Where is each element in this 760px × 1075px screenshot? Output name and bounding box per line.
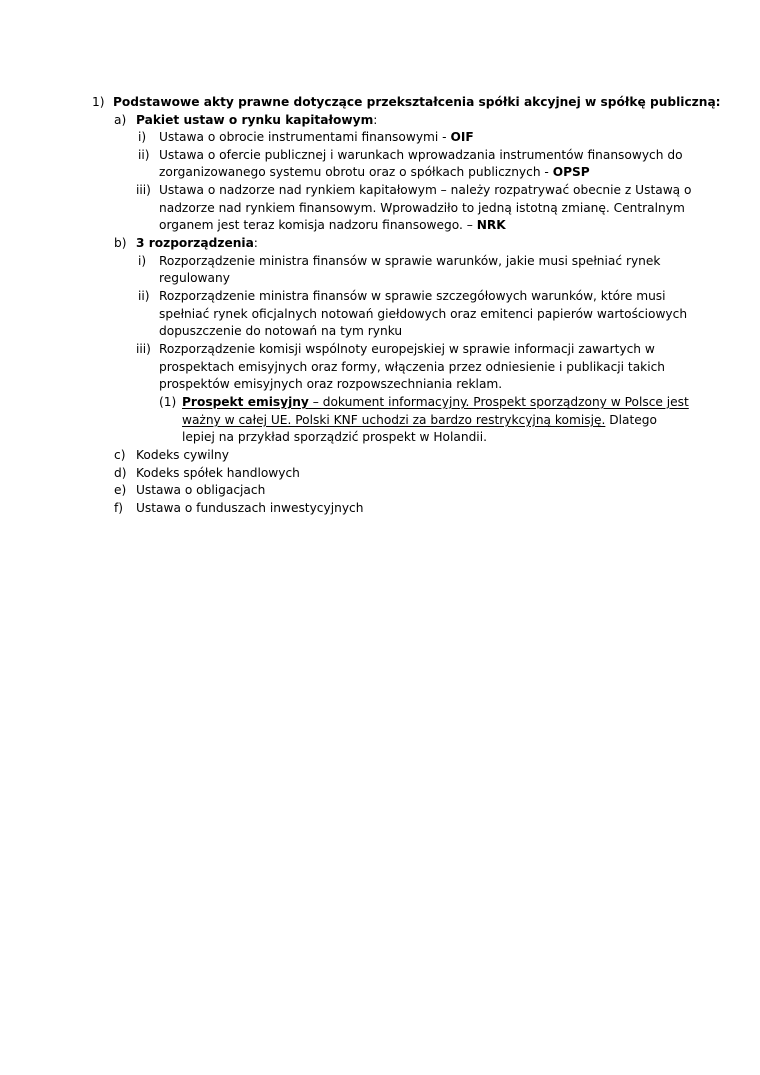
item-text: Ustawa o obligacjach bbox=[136, 483, 266, 497]
section-title: Podstawowe akty prawne dotyczące przekształcenia spółki akcyjnej w spółkę publiczną: bbox=[113, 95, 721, 109]
list-marker: (1) bbox=[159, 395, 177, 409]
list-item-text bbox=[182, 411, 657, 429]
list-marker: i) bbox=[138, 254, 147, 268]
colon: : bbox=[253, 236, 258, 250]
item-text: zorganizowanego systemu obrotu oraz o spółkach publicznych - bbox=[159, 165, 553, 179]
abbreviation: OIF bbox=[450, 130, 474, 144]
item-text: nadzorze nad rynkiem finansowym. Wprowadziło to jedną istotną zmianę. Centralnym bbox=[159, 201, 685, 215]
list-item-label bbox=[136, 234, 258, 252]
list-item-text bbox=[159, 163, 590, 181]
item-text: Kodeks cywilny bbox=[136, 448, 229, 462]
item-text: Ustawa o ofercie publicznej i warunkach wprowadzania instrumentów finansowych do bbox=[159, 148, 683, 162]
list-marker: e) bbox=[114, 483, 127, 497]
list-item-text bbox=[159, 128, 474, 146]
list-marker: iii) bbox=[136, 183, 151, 197]
list-marker: iii) bbox=[136, 342, 151, 356]
item-text: organem jest teraz komisja nadzoru finansowego. – bbox=[159, 218, 477, 232]
item-text: Rozporządzenie komisji wspólnoty europejskiej w sprawie informacji zawartych w bbox=[159, 342, 655, 356]
abbreviation: OPSP bbox=[552, 165, 590, 179]
colon: : bbox=[373, 113, 378, 127]
list-item-label bbox=[136, 111, 377, 129]
item-text: prospektów emisyjnych oraz rozpowszechniania reklam. bbox=[159, 377, 503, 391]
item-text: Ustawa o nadzorze nad rynkiem kapitałowym – należy rozpatrywać obecnie z Ustawą o bbox=[159, 183, 692, 197]
underlined-text: ważny w całej UE. Polski KNF uchodzi za bardzo restrykcyjną komisję. bbox=[182, 413, 606, 427]
item-text: dopuszczenie do notowań na tym rynku bbox=[159, 324, 403, 338]
list-marker: c) bbox=[114, 448, 126, 462]
item-text: Kodeks spółek handlowych bbox=[136, 466, 300, 480]
list-marker: i) bbox=[138, 130, 147, 144]
item-text: spełniać rynek oficjalnych notowań giełdowych oraz emitenci papierów wartościowych bbox=[159, 307, 688, 321]
list-marker: b) bbox=[114, 236, 127, 250]
item-text: Ustawa o funduszach inwestycyjnych bbox=[136, 501, 364, 515]
item-text: lepiej na przykład sporządzić prospekt w Holandii. bbox=[182, 430, 487, 444]
bold-label: 3 rozporządzenia bbox=[136, 236, 254, 250]
list-marker: ii) bbox=[138, 148, 150, 162]
list-marker: ii) bbox=[138, 289, 150, 303]
abbreviation: NRK bbox=[476, 218, 506, 232]
list-marker: d) bbox=[114, 466, 127, 480]
bold-label: Pakiet ustaw o rynku kapitałowym bbox=[136, 113, 374, 127]
item-text: Ustawa o obrocie instrumentami finansowymi - bbox=[159, 130, 451, 144]
list-marker: 1) bbox=[92, 95, 105, 109]
list-item-text bbox=[159, 216, 506, 234]
defined-term: Prospekt emisyjny bbox=[182, 395, 309, 409]
list-item-text bbox=[182, 393, 689, 411]
item-text: Rozporządzenie ministra finansów w sprawie szczegółowych warunków, które musi bbox=[159, 289, 666, 303]
item-text: Rozporządzenie ministra finansów w sprawie warunków, jakie musi spełniać rynek bbox=[159, 254, 661, 268]
list-marker: f) bbox=[114, 501, 124, 515]
list-marker: a) bbox=[114, 113, 127, 127]
item-text: – dokument informacyjny. Prospekt sporządzony w Polsce jest bbox=[308, 395, 689, 409]
item-text: regulowany bbox=[159, 271, 230, 285]
item-text: prospektach emisyjnych oraz formy, włączenia przez odniesienie i publikacji takich bbox=[159, 360, 666, 374]
item-text: Dlatego bbox=[605, 413, 657, 427]
